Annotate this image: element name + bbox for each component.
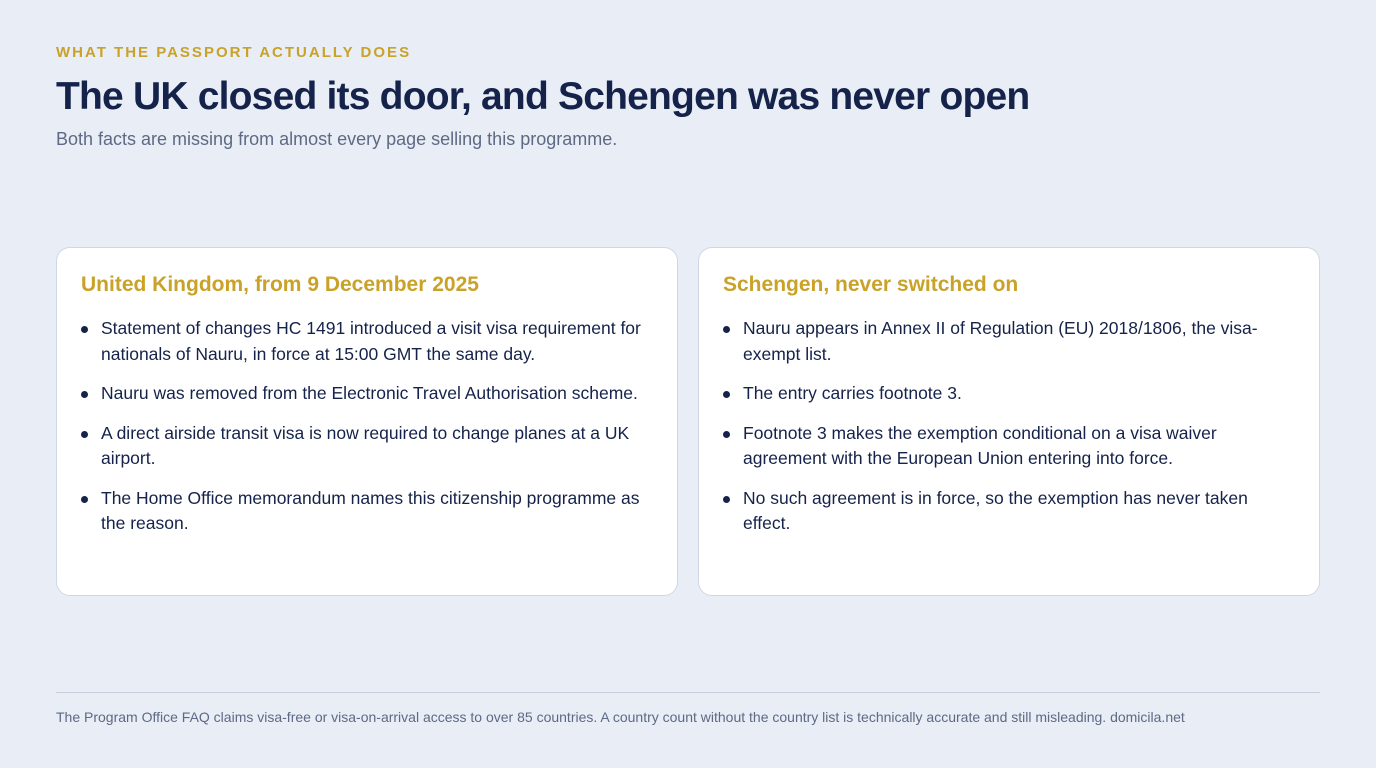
fact-list (81, 316, 653, 537)
list-item (723, 316, 1295, 367)
list-item (81, 421, 653, 472)
page-subtitle: Both facts are missing from almost every page selling this programme. (56, 129, 618, 149)
bullet-icon (81, 496, 88, 503)
footer-note: The Program Office FAQ claims visa-free or visa-on-arrival access to over 85 countries. A country count without the country list is technically accurate and still misleading. domicila.net (56, 692, 1320, 726)
list-item (81, 486, 653, 537)
bullet-icon (723, 496, 730, 503)
bullet-icon (723, 391, 730, 398)
list-item-text: Nauru was removed from the Electronic Travel Authorisation scheme. (101, 383, 638, 403)
list-item-text: The Home Office memorandum names this citizenship programme as the reason. (101, 487, 640, 533)
list-item (723, 421, 1295, 472)
bullet-icon (723, 431, 730, 438)
list-item (81, 316, 653, 367)
list-item-text: Statement of changes HC 1491 introduced a visit visa requirement for nationals of Nauru, in force at 15:00 GMT the same day. (101, 318, 641, 364)
list-item-text: A direct airside transit visa is now required to change planes at a UK airport. (101, 422, 630, 468)
page-header (56, 44, 1320, 150)
list-item-text: The entry carries footnote 3. (743, 383, 962, 403)
fact-list (723, 316, 1295, 537)
card-schengen (698, 247, 1320, 596)
card-united-kingdom (56, 247, 678, 596)
comparison-cards (56, 247, 1320, 596)
list-item (81, 381, 653, 407)
card-title: Schengen, never switched on (723, 273, 1019, 296)
eyebrow-label: WHAT THE PASSPORT ACTUALLY DOES (56, 44, 412, 61)
bullet-icon (81, 391, 88, 398)
card-title: United Kingdom, from 9 December 2025 (81, 273, 479, 296)
bullet-icon (723, 326, 730, 333)
list-item (723, 381, 1295, 407)
bullet-icon (81, 326, 88, 333)
list-item (723, 486, 1295, 537)
list-item-text: Footnote 3 makes the exemption conditional on a visa waiver agreement with the European Union entering into force. (743, 422, 1217, 468)
list-item-text: Nauru appears in Annex II of Regulation (EU) 2018/1806, the visa-exempt list. (743, 318, 1258, 364)
list-item-text: No such agreement is in force, so the exemption has never taken effect. (743, 487, 1248, 533)
bullet-icon (81, 431, 88, 438)
page-title: The UK closed its door, and Schengen was never open (56, 75, 1030, 118)
